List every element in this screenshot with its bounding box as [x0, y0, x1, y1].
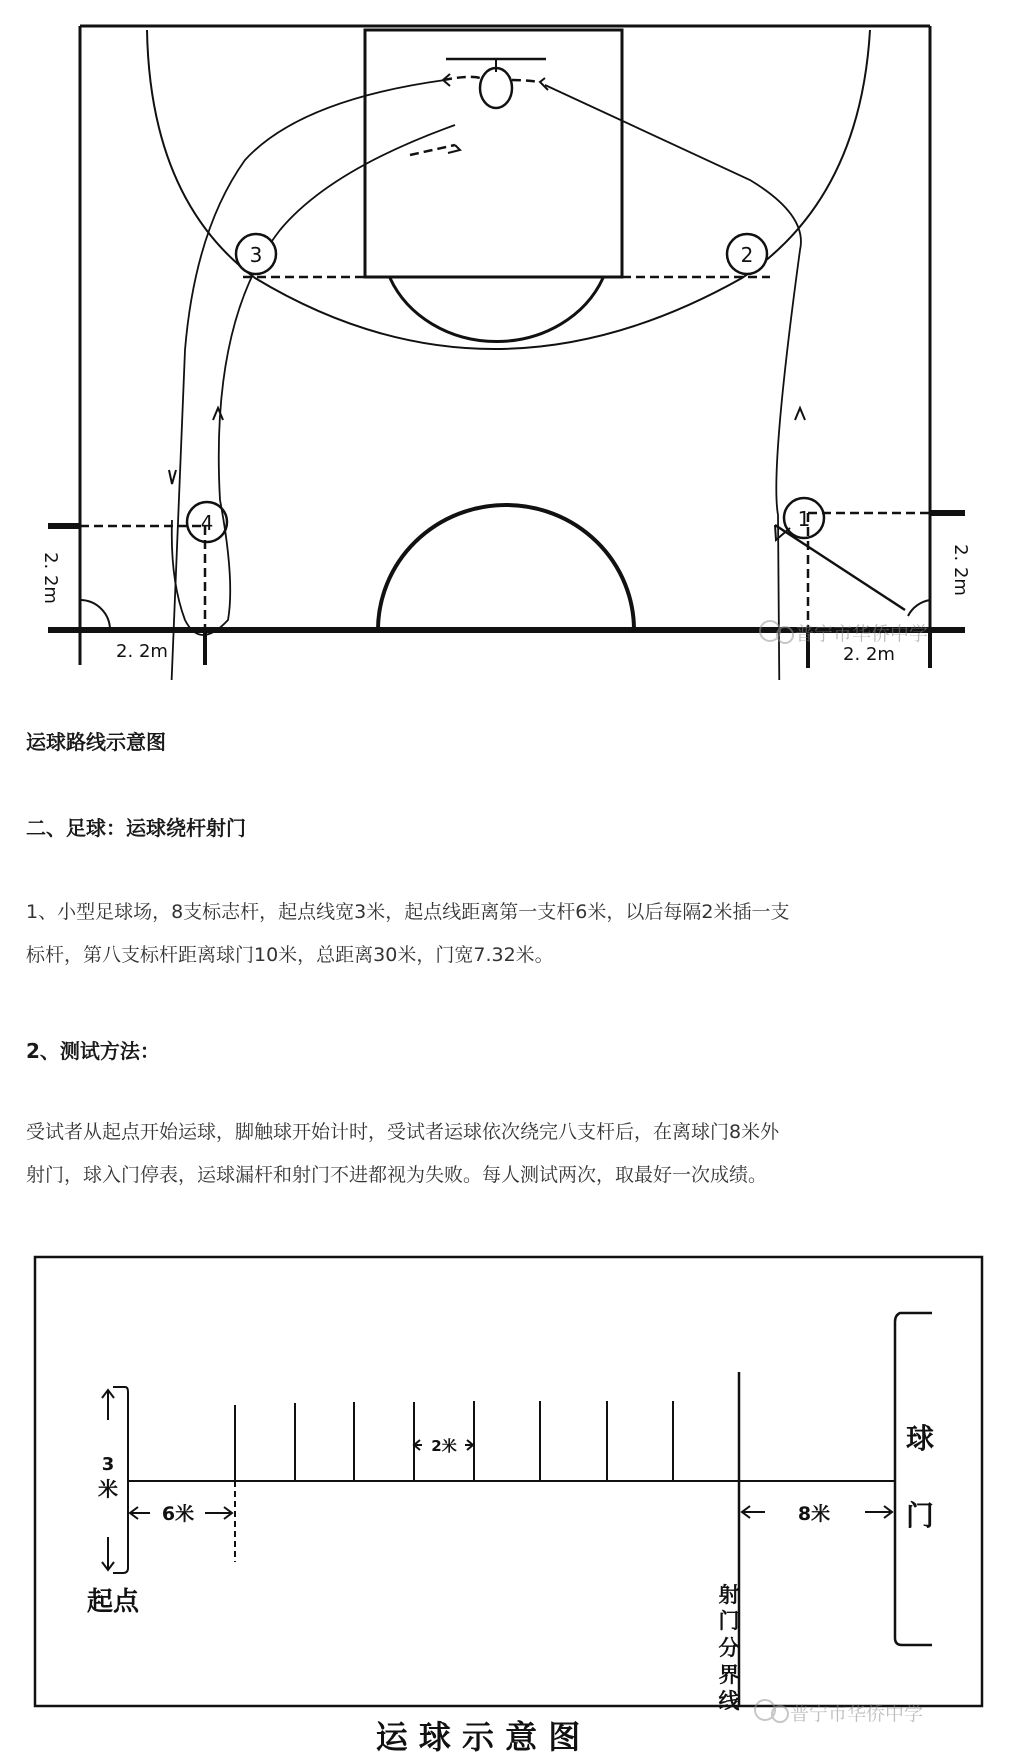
test-method-line-1: 受试者从起点开始运球，脚触球开始计时，受试者运球依次绕完八支杆后，在离球门8米外 [26, 1121, 780, 1143]
watermark [755, 1700, 923, 1725]
svg-text:2: 2 [740, 243, 754, 267]
svg-text:分: 分 [718, 1636, 740, 1660]
shoot-gap-label: 8米 [797, 1503, 831, 1525]
marker-3 [236, 234, 276, 274]
marker-1 [784, 498, 824, 538]
start-label: 起点 [86, 1587, 140, 1617]
dim-right-bottom: 2. 2m [843, 644, 895, 665]
football-dribble-diagram [0, 1230, 1013, 1756]
goal-label-1: 球 [905, 1422, 935, 1455]
football-description-line-2: 标杆，第八支标杆距离球门10米，总距离30米，门宽7.32米。 [26, 944, 554, 966]
svg-text:门: 门 [718, 1609, 740, 1633]
start-width-unit: 米 [98, 1477, 118, 1501]
football-description [26, 891, 991, 977]
section-heading-football: 二、足球：运球绕杆射门 [26, 816, 246, 840]
football-description-line-1: 1、小型足球场，8支标志杆，起点线宽3米，起点线距离第一支杆6米，以后每隔2米插一支 [26, 901, 790, 923]
basketball-route-diagram [0, 0, 1013, 680]
position-markers [187, 234, 824, 542]
test-method-heading: 2、测试方法： [26, 1039, 160, 1063]
start-width-number: 3 [101, 1454, 115, 1475]
svg-text:界: 界 [718, 1663, 740, 1687]
caption-basketball: 运球路线示意图 [26, 730, 166, 754]
pole-gap-label: 2米 [431, 1437, 457, 1455]
svg-text:普宁市华侨中学: 普宁市华侨中学 [790, 1703, 924, 1725]
first-gap-label: 6米 [161, 1503, 195, 1525]
test-method-line-2: 射门，球入门停表，运球漏杆和射门不进都视为失败。每人测试两次，取最好一次成绩。 [26, 1164, 768, 1186]
svg-text:线: 线 [718, 1689, 740, 1713]
dim-right-vertical: 2. 2m [950, 544, 971, 596]
svg-text:1: 1 [797, 507, 811, 531]
shoot-line-label [719, 1583, 741, 1713]
marker-2 [727, 234, 767, 274]
svg-text:普宁市华侨中学: 普宁市华侨中学 [795, 623, 929, 645]
marker-4 [187, 502, 227, 542]
svg-text:3: 3 [249, 243, 263, 267]
wechat-icon [755, 1700, 788, 1722]
dim-left-bottom: 2. 2m [116, 641, 168, 662]
goal-label-2: 门 [905, 1499, 935, 1532]
svg-text:4: 4 [200, 511, 214, 535]
svg-text:射: 射 [718, 1583, 740, 1607]
test-method-description [26, 1111, 991, 1197]
dim-left-vertical: 2. 2m [40, 552, 61, 604]
football-diagram-title: 运 球 示 意 图 [375, 1718, 581, 1756]
